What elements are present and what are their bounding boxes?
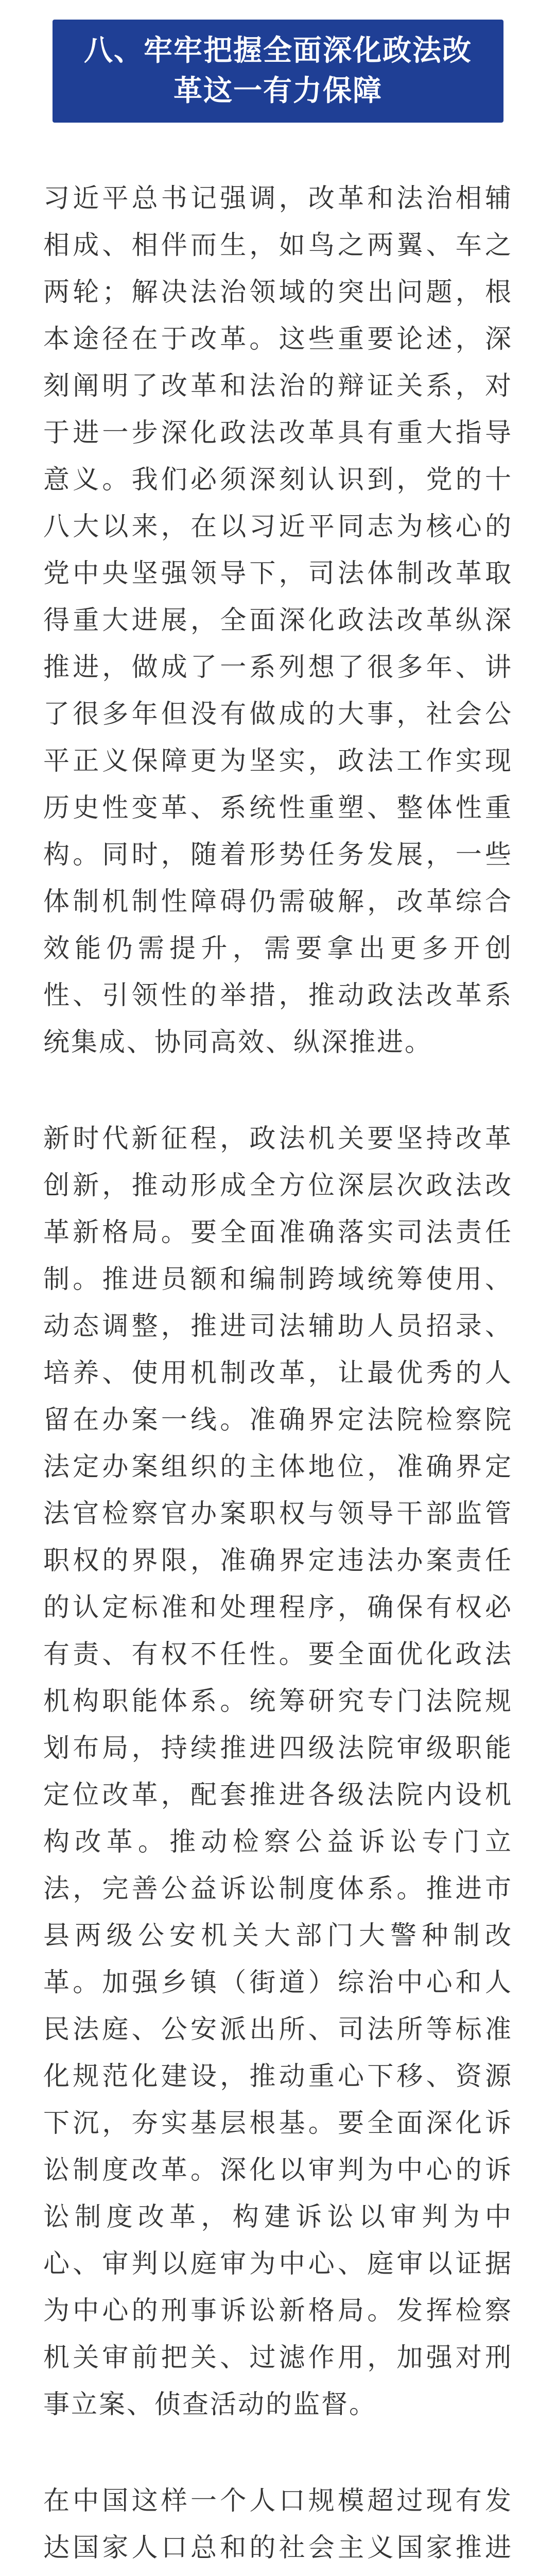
- article-body: [43, 175, 513, 2576]
- article-paragraph-1: 习近平总书记强调，改革和法治相辅相成、相伴而生，如鸟之两翼、车之两轮；解决法治领域的突出问题，根本途径在于改革。这些重要论述，深刻阐明了改革和法治的辩证关系，对于进一步深化政法改革具有重大指导意义。我们必须深刻认识到，党的十八大以来，在以习近平同志为核心的党中央坚强领导下，司法体制改革取得重大进展，全面深化政法改革纵深推进，做成了一系列想了很多年、讲了很多年但没有做成的大事，社会公平正义保障更为坚实，政法工作实现历史性变革、系统性重塑、整体性重构。同时，随着形势任务发展，一些体制机制性障碍仍需破解，改革综合效能仍需提升，需要拿出更多开创性、引领性的举措，推动政法改革系统集成、协同高效、纵深推进。: [43, 183, 513, 1058]
- article-paragraph-2: 新时代新征程，政法机关要坚持改革创新，推动形成全方位深层次政法改革新格局。要全面准确落实司法责任制。推进员额和编制跨域统筹使用、动态调整，推进司法辅助人员招录、培养、使用机制改革，让最优秀的人留在办案一线。准确界定法院检察院法定办案组织的主体地位，准确界定法官检察官办案职权与领导干部监管职权的界限，准确界定违法办案责任的认定标准和处理程序，确保有权必有责、有权不任性。要全面优化政法机构职能体系。统筹研究专门法院规划布局，持续推进四级法院审级职能定位改革，配套推进各级法院内设机构改革。推动检察公益诉讼专门立法，完善公益诉讼制度体系。推进市县两级公安机关大部门大警种制改革。加强乡镇（街道）综治中心和人民法庭、公安派出所、司法所等标准化规范化建设，推动重心下移、资源下沉，夯实基层根基。要全面深化诉讼制度改革。深化以审判为中心的诉讼制度改革，构建诉讼以审判为中心、审判以庭审为中心、庭审以证据为中心的刑事诉讼新格局。发挥检察机关审前把关、过滤作用，加强对刑事立案、侦查活动的监督。: [43, 1124, 513, 2420]
- section-heading: 八、牢牢把握全面深化政法改革这一有力保障: [84, 34, 472, 108]
- article-paragraph-3: 在中国这样一个人口规模超过现有发达国家人口总和的社会主义国家推进: [43, 2486, 513, 2563]
- section-heading-banner: [53, 20, 503, 123]
